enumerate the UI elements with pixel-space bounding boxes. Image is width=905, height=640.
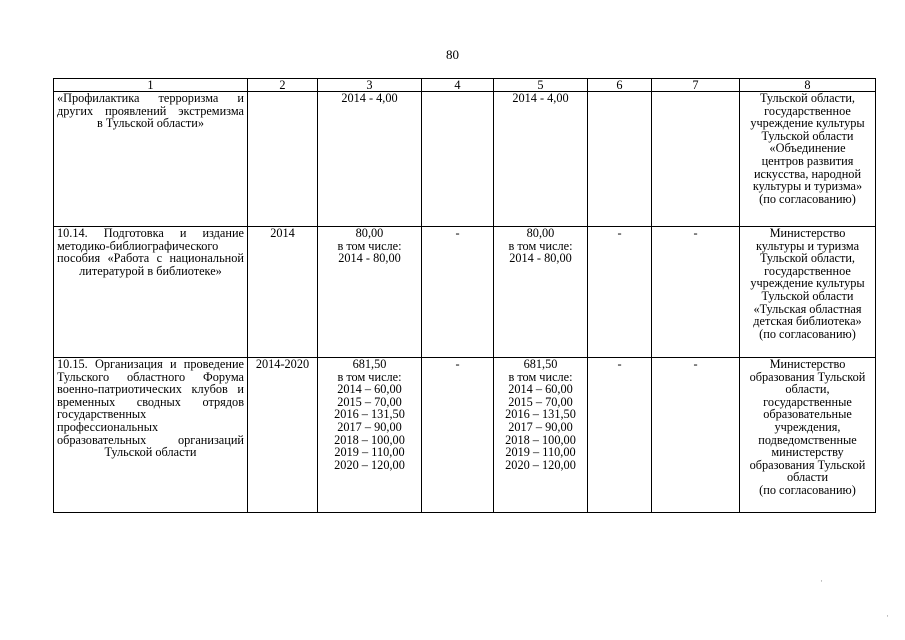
cell-text-line: культуры и туризма	[755, 238, 860, 253]
cell-text-line: -	[455, 357, 460, 371]
cell-text-line: военно-патриотических клубов и	[57, 382, 244, 397]
cell-text-line: 2017 – 90,00	[508, 419, 573, 434]
cell-text-line: (по согласованию)	[759, 482, 856, 497]
table-row	[54, 358, 876, 513]
cell-text-line: Министерство	[769, 226, 846, 240]
cell-text-line: центров развития	[761, 153, 854, 168]
page-number: 80	[446, 47, 459, 62]
cell-text-line: государственное	[764, 263, 851, 278]
table-row	[54, 92, 876, 227]
cell-text-line: других проявлений экстремизма	[57, 103, 244, 118]
cell-text-line: 681,50	[352, 357, 387, 371]
cell-text-line: Тульского областного Форума	[57, 369, 244, 384]
cell-text-line: -	[693, 226, 698, 240]
cell-text-line: 2016 – 131,50	[505, 407, 576, 422]
cell-text-line: 681,50	[523, 357, 558, 371]
cell-text-line: -	[693, 357, 698, 371]
cell-text-line: 10.14. Подготовка и издание	[57, 226, 244, 240]
cell-text-line: 2015 – 70,00	[337, 394, 402, 409]
cell-text-line: 10.15. Организация и проведение	[57, 357, 244, 371]
cell-text-line: (по согласованию)	[759, 191, 856, 206]
header-cell: 3	[318, 79, 422, 92]
local-funding-cell	[588, 227, 652, 358]
cell-text-line: Тульской области	[104, 445, 197, 460]
period-cell	[248, 227, 318, 358]
cell-text-line: в том числе:	[508, 238, 573, 253]
cell-text-line: области,	[785, 382, 830, 397]
header-cell: 5	[494, 79, 588, 92]
local-funding-cell	[588, 358, 652, 513]
total-funding-cell	[318, 92, 422, 227]
cell-text-line: образовательных организаций	[57, 432, 244, 447]
cell-text-line: (по согласованию)	[759, 326, 856, 341]
cell-text-line: в том числе:	[337, 238, 402, 253]
cell-text-line: государственные	[763, 394, 852, 409]
executor-cell	[740, 227, 876, 358]
table-row	[54, 227, 876, 358]
activity-cell	[54, 92, 248, 227]
extra-funding-cell	[652, 358, 740, 513]
cell-text-line: 2014 - 4,00	[512, 91, 569, 105]
cell-text-line: Тульской области	[761, 128, 854, 143]
cell-text-line: 2020 – 120,00	[505, 457, 576, 472]
cell-text-line: министерству	[771, 445, 844, 460]
header-cell: 4	[422, 79, 494, 92]
executor-cell	[740, 92, 876, 227]
cell-text-line: 2014-2020	[255, 357, 310, 371]
cell-text-line: детская библиотека»	[753, 314, 862, 329]
cell-text-line: 2015 – 70,00	[508, 394, 573, 409]
cell-text-line: пособия «Работа с национальной	[57, 251, 244, 266]
cell-text-line: 2020 – 120,00	[334, 457, 405, 472]
cell-text-line: Министерство	[769, 357, 846, 371]
cell-text-line: учреждения,	[774, 419, 841, 434]
cell-text-line: Тульской области	[761, 288, 854, 303]
scan-speck: ·	[886, 611, 889, 621]
cell-text-line: литературой в библиотеке»	[79, 263, 222, 278]
cell-text-line: в Тульской области»	[97, 116, 204, 131]
cell-text-line: 2014 - 80,00	[338, 251, 401, 266]
period-cell	[248, 92, 318, 227]
federal-funding-cell	[422, 92, 494, 227]
cell-text-line: -	[617, 226, 622, 240]
cell-text-line: образовательные	[763, 407, 852, 422]
header-cell: 8	[740, 79, 876, 92]
executor-cell	[740, 358, 876, 513]
period-cell	[248, 358, 318, 513]
cell-text-line: временных сводных отрядов	[57, 394, 244, 409]
regional-funding-cell	[494, 358, 588, 513]
scan-speck: ·	[820, 576, 823, 586]
cell-text-line: 2017 – 90,00	[337, 419, 402, 434]
cell-text-line: государственных	[57, 407, 147, 422]
cell-text-line: области	[786, 470, 829, 485]
total-funding-cell	[318, 358, 422, 513]
cell-text-line: учреждение культуры	[750, 116, 865, 131]
cell-text-line: -	[455, 226, 460, 240]
program-table	[53, 78, 876, 513]
extra-funding-cell	[652, 227, 740, 358]
header-cell: 7	[652, 79, 740, 92]
regional-funding-cell	[494, 92, 588, 227]
cell-text-line: образования Тульской	[749, 457, 866, 472]
cell-text-line: государственное	[764, 103, 851, 118]
cell-text-line: 2019 – 110,00	[505, 445, 576, 460]
cell-text-line: культуры и туризма»	[752, 179, 863, 194]
cell-text-line: 2014 - 4,00	[341, 91, 398, 105]
header-cell: 1	[54, 79, 248, 92]
cell-text-line: в том числе:	[508, 369, 573, 384]
cell-text-line: образования Тульской	[749, 369, 866, 384]
cell-text-line: «Тульская областная	[753, 301, 862, 316]
cell-text-line: «Объединение	[769, 141, 846, 156]
header-cell: 2	[248, 79, 318, 92]
cell-text-line: 2014 - 80,00	[509, 251, 572, 266]
cell-text-line: искусства, народной	[753, 166, 862, 181]
cell-text-line: учреждение культуры	[750, 276, 865, 291]
extra-funding-cell	[652, 92, 740, 227]
cell-text-line: 80,00	[526, 226, 555, 240]
activity-cell	[54, 227, 248, 358]
cell-text-line: Тульской области,	[759, 91, 856, 105]
cell-text-line: 2014 – 60,00	[337, 382, 402, 397]
cell-text-line: 2014 – 60,00	[508, 382, 573, 397]
cell-text-line: 2018 – 100,00	[334, 432, 405, 447]
cell-text-line: профессиональных	[57, 419, 159, 434]
cell-text-line: «Профилактика терроризма и	[57, 91, 244, 105]
cell-text-line: 2018 – 100,00	[505, 432, 576, 447]
regional-funding-cell	[494, 227, 588, 358]
local-funding-cell	[588, 92, 652, 227]
total-funding-cell	[318, 227, 422, 358]
table-header-row	[54, 79, 876, 92]
activity-cell	[54, 358, 248, 513]
cell-text-line: 80,00	[355, 226, 384, 240]
header-cell: 6	[588, 79, 652, 92]
cell-text-line: -	[617, 357, 622, 371]
cell-text-line: методико-библиографического	[57, 238, 219, 253]
federal-funding-cell	[422, 227, 494, 358]
cell-text-line: 2019 – 110,00	[334, 445, 405, 460]
cell-text-line: 2014	[270, 226, 295, 240]
cell-text-line: в том числе:	[337, 369, 402, 384]
cell-text-line: 2016 – 131,50	[334, 407, 405, 422]
cell-text-line: Тульской области,	[759, 251, 856, 266]
cell-text-line: подведомственные	[758, 432, 857, 447]
federal-funding-cell	[422, 358, 494, 513]
